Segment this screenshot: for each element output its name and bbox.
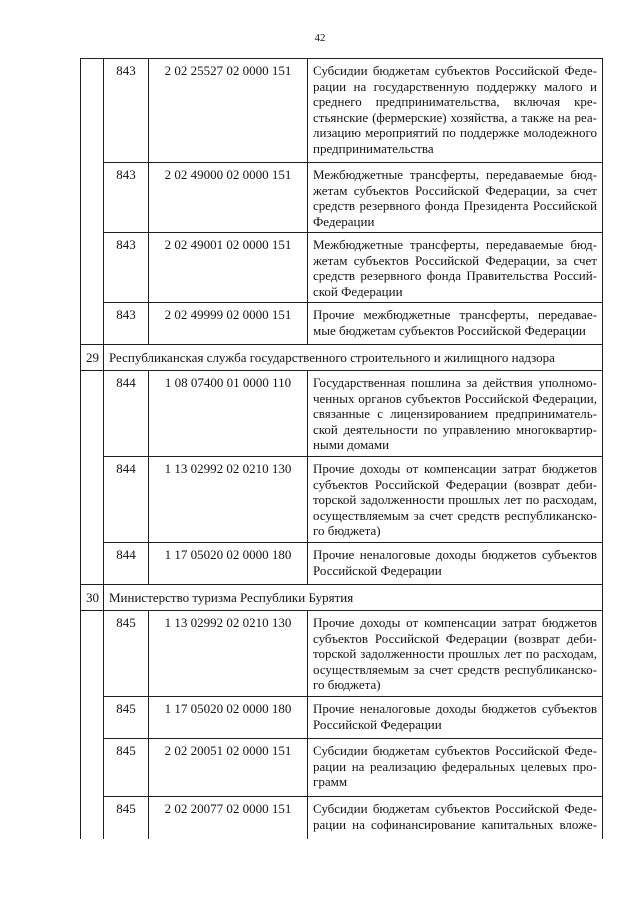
description-line: ченных органов субъектов Российской Федерации, <box>313 390 597 406</box>
section-header-row <box>81 345 603 371</box>
description-line: Федерации <box>313 213 375 229</box>
kbk-code: 1 13 02992 02 0210 130 <box>149 457 308 543</box>
kbk-code: 2 02 20051 02 0000 151 <box>149 739 308 797</box>
kbk-code: 2 02 49999 02 0000 151 <box>149 303 308 345</box>
description-line: рации на реализацию федеральных целевых про- <box>313 758 597 774</box>
section-number-cell <box>81 611 104 839</box>
admin-code: 845 <box>104 611 149 697</box>
description-line: Российской Федерации <box>313 562 442 578</box>
table-row <box>81 59 603 163</box>
description-cell <box>308 303 603 345</box>
table-row <box>81 303 603 345</box>
description-line: Государственная пошлина за действия уполномо- <box>313 375 597 390</box>
description-line: среднего предпринимательства, включая кре- <box>313 94 597 110</box>
description-line: средств резервного фонда Президента Российской <box>313 198 597 214</box>
description-line: Прочие доходы от компенсации затрат бюджетов <box>313 615 597 630</box>
kbk-code: 2 02 25527 02 0000 151 <box>149 59 308 163</box>
admin-code: 843 <box>104 303 149 345</box>
description-line: рации на государственную поддержку малого и <box>313 78 597 94</box>
admin-code: 843 <box>104 163 149 233</box>
page-number: 42 <box>314 32 326 44</box>
admin-code: 845 <box>104 797 149 839</box>
description-line: Межбюджетные трансферты, передаваемые бюд- <box>313 167 597 182</box>
description-cell <box>308 797 603 839</box>
kbk-code: 1 13 02992 02 0210 130 <box>149 611 308 697</box>
description-cell <box>308 59 603 163</box>
table-row <box>81 163 603 233</box>
description-line: лизацию мероприятий по поддержке молодежного <box>313 125 597 141</box>
description-line: рации на софинансирование капитальных вложе- <box>313 816 597 832</box>
description-line: Межбюджетные трансферты, передаваемые бюд- <box>313 237 597 252</box>
description-line: го бюджета) <box>313 677 381 693</box>
admin-code: 845 <box>104 739 149 797</box>
description-cell <box>308 611 603 697</box>
description-line: Субсидии бюджетам субъектов Российской Феде- <box>313 63 597 78</box>
description-line: предпринимательства <box>313 140 434 156</box>
admin-code: 844 <box>104 457 149 543</box>
table-row <box>81 739 603 797</box>
table-row <box>81 797 603 839</box>
description-line: средств резервного фонда Правительства Россий- <box>313 268 597 284</box>
section-header-row <box>81 585 603 611</box>
description-line: Российской Федерации <box>313 716 442 732</box>
kbk-code: 1 17 05020 02 0000 180 <box>149 697 308 739</box>
description-cell <box>308 163 603 233</box>
section-number: 29 <box>81 345 104 371</box>
section-title: Республиканская служба государственного строительного и жилищного надзора <box>104 345 603 371</box>
admin-code: 844 <box>104 543 149 585</box>
description-line: ской деятельности по управлению многоквартир- <box>313 421 597 437</box>
table-row <box>81 233 603 303</box>
description-line: субъектов Российской Федерации (возврат деби- <box>313 476 597 492</box>
kbk-code: 2 02 49000 02 0000 151 <box>149 163 308 233</box>
section-title: Министерство туризма Республики Бурятия <box>104 585 603 611</box>
kbk-code: 1 08 07400 01 0000 110 <box>149 371 308 457</box>
description-line: осуществляемым за счет средств республиканско- <box>313 661 597 677</box>
description-cell <box>308 697 603 739</box>
admin-code: 845 <box>104 697 149 739</box>
description-line: торской задолженности прошлых лет по расходам, <box>313 646 597 662</box>
table-row <box>81 543 603 585</box>
section-number-cell <box>81 59 104 345</box>
description-line: Прочие неналоговые доходы бюджетов субъектов <box>313 701 597 716</box>
admin-code: 844 <box>104 371 149 457</box>
table-row <box>81 611 603 697</box>
description-cell <box>308 371 603 457</box>
description-line: Прочие межбюджетные трансферты, передавае- <box>313 307 597 322</box>
description-line: связанные с лицензированием предприниматель- <box>313 406 597 422</box>
description-line: Субсидии бюджетам субъектов Российской Феде- <box>313 743 597 758</box>
description-line: го бюджета) <box>313 523 381 539</box>
table-row <box>81 697 603 739</box>
admin-code: 843 <box>104 233 149 303</box>
description-cell <box>308 739 603 797</box>
description-line: Прочие доходы от компенсации затрат бюджетов <box>313 461 597 476</box>
description-line: Субсидии бюджетам субъектов Российской Феде- <box>313 801 597 816</box>
description-line: торской задолженности прошлых лет по расходам, <box>313 492 597 508</box>
description-line: осуществляемым за счет средств республиканско- <box>313 507 597 523</box>
section-number-cell <box>81 371 104 585</box>
table-row <box>81 457 603 543</box>
description-line: ными домами <box>313 437 390 453</box>
admin-code: 843 <box>104 59 149 163</box>
table-row <box>81 371 603 457</box>
description-line: ской Федерации <box>313 283 403 299</box>
description-cell <box>308 457 603 543</box>
description-line: Прочие неналоговые доходы бюджетов субъектов <box>313 547 597 562</box>
description-line: жетам субъектов Российской Федерации, за счет <box>313 182 597 198</box>
description-cell <box>308 543 603 585</box>
kbk-code: 2 02 49001 02 0000 151 <box>149 233 308 303</box>
description-line: грамм <box>313 774 348 790</box>
kbk-code: 1 17 05020 02 0000 180 <box>149 543 308 585</box>
section-number: 30 <box>81 585 104 611</box>
revenue-codes-table <box>80 58 603 839</box>
kbk-code: 2 02 20077 02 0000 151 <box>149 797 308 839</box>
description-line: стьянские (фермерские) хозяйства, а также на реа- <box>313 109 597 125</box>
description-line: субъектов Российской Федерации (возврат деби- <box>313 630 597 646</box>
description-line: жетам субъектов Российской Федерации, за счет <box>313 252 597 268</box>
description-line: мые бюджетам субъектов Российской Федерации <box>313 322 586 338</box>
description-cell <box>308 233 603 303</box>
